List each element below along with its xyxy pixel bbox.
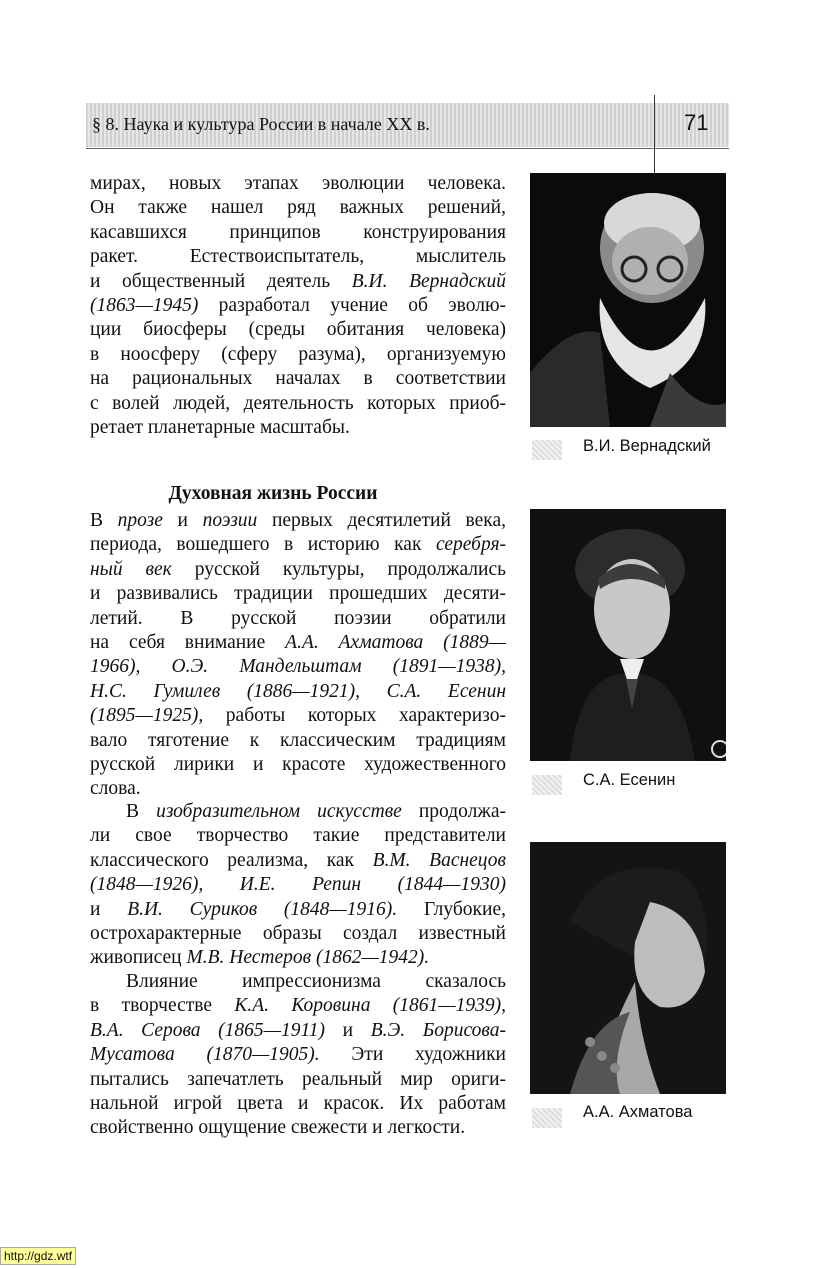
watermark-link[interactable]: http://gdz.wtf [0,1247,76,1265]
text-line: 1966), О.Э. Мандельштам (1891—1938), [90,656,506,678]
text-line: ции биосферы (среды обитания человека) [90,319,506,341]
header-divider [654,95,655,175]
text-line: (1848—1926), И.Е. Репин (1844—1930) [90,874,506,896]
portrait-esenin [530,509,726,761]
text-line: Влияние импрессионизма сказалось [126,971,506,992]
text-line: мирах, новых этапах эволюции человека. [90,173,506,194]
text-line: в ноосферу (сферу разума), организуемую [90,343,506,365]
text-line: касавшихся принципов конструирования [90,221,506,243]
running-header: § 8. Наука и культура России в начале XX в. [92,114,430,134]
text-line: живописец М.В. Нестеров (1862—1942). [90,947,430,969]
text-line: Н.С. Гумилев (1886—1921), С.А. Есенин [90,680,506,702]
text-line: на рациональных началах в соответствии [90,368,506,390]
text-line: ретает планетарные масштабы. [90,417,350,439]
text-line: (1863—1945) разработал учение об эволю- [90,295,506,317]
page-number: 71 [684,110,709,135]
text-line: В.А. Серова (1865—1911) и В.Э. Борисова- [90,1019,506,1041]
text-line: свойственно ощущение свежести и легкости. [90,1117,466,1139]
text-line: с волей людей, деятельность которых приоб- [90,392,506,414]
text-line: и В.И. Суриков (1848—1916). Глубокие, [90,898,506,920]
caption-mark [532,1108,562,1128]
text-line: и общественный деятель В.И. Вернадский [90,270,506,292]
caption-vernadsky: В.И. Вернадский [583,437,711,455]
text-line: периода, вошедшего в историю как серебря- [90,534,506,556]
section-heading: Духовная жизнь России [168,483,378,504]
text-line: ракет. Естествоиспытатель, мыслитель [90,246,506,268]
caption-mark [532,440,562,460]
section1-text [90,172,506,440]
text-line: в творчестве К.А. Коровина (1861—1939), [90,995,506,1017]
paragraph-3 [90,970,506,1141]
text-line: Мусатова (1870—1905). Эти художники [90,1044,506,1066]
header-rule [86,148,729,149]
text-line: вало тяготение к классическим традициям [90,729,506,751]
text-line: летий. В русской поэзии обратили [90,607,506,629]
text-line: классического реализма, как В.М. Васнецов [90,849,506,871]
text-line: и развивались традиции прошедших десяти- [90,583,506,605]
text-line: ли свое творчество такие представители [90,825,506,847]
text-line: В изобразительном искусстве продолжа- [126,801,506,822]
caption-esenin: С.А. Есенин [583,771,676,789]
portrait-vernadsky [530,173,726,427]
text-line: Он также нашел ряд важных решений, [90,197,506,219]
text-line: ный век русской культуры, продолжались [90,558,507,580]
text-line: нальной игрой цвета и красок. Их работам [90,1093,506,1115]
caption-mark [532,775,562,795]
caption-akhmatova: А.А. Ахматова [583,1103,693,1121]
text-line: пытались запечатлеть реальный мир ориги- [90,1068,506,1090]
text-line: острохарактерные образы создал известный [90,923,506,945]
portrait-akhmatova [530,842,726,1094]
paragraph-2 [90,800,506,971]
paragraph-1 [90,509,506,802]
text-line: русской лирики и красоте художественного [90,754,506,776]
text-line: слова. [90,778,141,800]
text-line: В прозе и поэзии первых десятилетий века, [90,510,506,531]
text-line: на себя внимание А.А. Ахматова (1889— [90,632,507,654]
text-line: (1895—1925), работы которых характеризо- [90,705,506,727]
